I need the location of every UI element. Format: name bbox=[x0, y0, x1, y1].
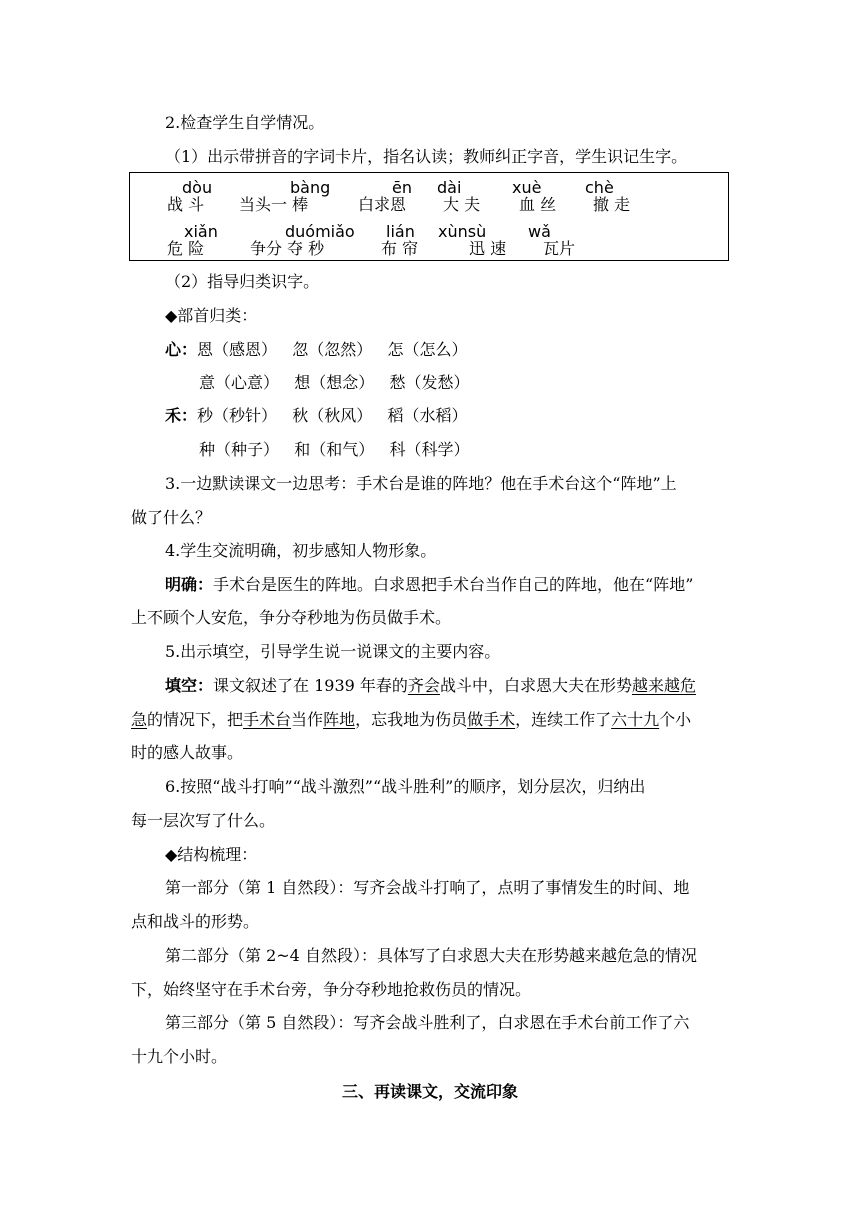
fill-text: ，连续工作了 bbox=[515, 710, 612, 729]
fill-blank-hours: 六十九 bbox=[611, 710, 660, 729]
fill-text: 当作 bbox=[291, 710, 324, 729]
word: 争分 夺 秒 bbox=[250, 239, 325, 258]
structure-title: ◆结构梳理： bbox=[165, 845, 258, 864]
pinyin: ēn bbox=[392, 178, 412, 197]
word: 大 夫 bbox=[443, 195, 481, 214]
part-2-line-2: 下，始终坚守在手术台旁，争分夺秒地抢救伤员的情况。 bbox=[131, 980, 532, 999]
radical-xin-label: 心： bbox=[165, 340, 198, 359]
part-2-line-1: 第二部分（第 2~4 自然段）：具体写了白求恩大夫在形势越来越危急的情况 bbox=[165, 946, 697, 965]
word: 撤 走 bbox=[593, 195, 631, 214]
word: 血 丝 bbox=[519, 195, 557, 214]
section-3-line-2: 做了什么？ bbox=[131, 508, 212, 527]
fill-text: ，忘我地为伤员 bbox=[355, 710, 468, 729]
part-1-line-1: 第一部分（第 1 自然段）：写齐会战斗打响了，点明了事情发生的时间、地 bbox=[165, 878, 690, 897]
word: 战 斗 bbox=[167, 195, 205, 214]
word: 布 帘 bbox=[381, 239, 419, 258]
clarify-line-2: 上不顾个人安危，争分夺秒地为伤员做手术。 bbox=[131, 608, 452, 627]
radical-xin-row-1 bbox=[165, 340, 468, 360]
part-1-line-2: 点和战斗的形势。 bbox=[131, 912, 260, 931]
section-6-line-1: 6.按照“战斗打响”“战斗激烈”“战斗胜利”的顺序，划分层次，归纳出 bbox=[165, 777, 646, 796]
clarify-label: 明确： bbox=[165, 575, 214, 594]
pinyin: lián bbox=[386, 222, 415, 241]
fill-text: 的情况下，把 bbox=[147, 710, 244, 729]
fill-text: 个小 bbox=[659, 710, 692, 729]
fill-text: 课文叙述了在 1939 年春的 bbox=[213, 676, 408, 695]
pinyin: dòu bbox=[182, 178, 213, 197]
radical-xin-chars-1: 恩（感恩） 忽（忽然） 怎（怎么） bbox=[197, 340, 468, 359]
word: 白求恩 bbox=[358, 195, 407, 214]
pinyin: chè bbox=[585, 178, 614, 197]
section-heading-3: 三、再读课文，交流印象 bbox=[341, 1082, 518, 1101]
section-2-2: （2）指导归类识字。 bbox=[165, 272, 320, 291]
pinyin: xuè bbox=[512, 178, 542, 197]
pinyin: xiǎn bbox=[184, 222, 218, 241]
fill-line-1 bbox=[165, 676, 696, 696]
fill-line-2 bbox=[131, 710, 691, 730]
radical-he-row-2: 种（种子） 和（和气） 科（科学） bbox=[199, 440, 470, 459]
fill-line-3: 时的感人故事。 bbox=[131, 743, 244, 762]
fill-blank-situation-end: 急 bbox=[131, 710, 148, 729]
section-6-line-2: 每一层次写了什么。 bbox=[131, 811, 276, 830]
fill-blank-action: 做手术 bbox=[467, 710, 516, 729]
word: 迅 速 bbox=[469, 239, 507, 258]
section-2-title: 2.检查学生自学情况。 bbox=[165, 113, 325, 132]
pinyin: wǎ bbox=[528, 222, 551, 241]
section-2-1: （1）出示带拼音的字词卡片，指名认读；教师纠正字音，学生识记生字。 bbox=[165, 147, 688, 166]
fill-label: 填空： bbox=[165, 676, 214, 695]
part-3-line-1: 第三部分（第 5 自然段）：写齐会战斗胜利了，白求恩在手术台前工作了六 bbox=[165, 1013, 690, 1032]
pinyin: bàng bbox=[290, 178, 331, 197]
pinyin: xùnsù bbox=[438, 222, 487, 241]
word-card-box bbox=[129, 172, 729, 261]
fill-blank-position: 阵地 bbox=[323, 710, 356, 729]
fill-blank-place: 齐会 bbox=[407, 676, 440, 695]
section-5: 5.出示填空，引导学生说一说课文的主要内容。 bbox=[165, 642, 501, 661]
fill-text: 战斗中，白求恩大夫在形势 bbox=[439, 676, 632, 695]
radical-title: ◆部首归类： bbox=[165, 306, 258, 325]
radical-he-label: 禾： bbox=[165, 406, 198, 425]
part-3-line-2: 十九个小时。 bbox=[131, 1047, 228, 1066]
radical-he-chars-1: 秒（秒针） 秋（秋风） 稻（水稻） bbox=[197, 406, 468, 425]
word: 当头一 棒 bbox=[239, 195, 309, 214]
radical-xin-row-2: 意（心意） 想（想念） 愁（发愁） bbox=[199, 373, 470, 392]
pinyin: dài bbox=[437, 178, 462, 197]
section-3-line-1: 3.一边默读课文一边思考：手术台是谁的阵地？他在手术台这个“阵地”上 bbox=[165, 474, 677, 493]
clarify-line-1 bbox=[165, 575, 693, 595]
pinyin: duómiǎo bbox=[285, 222, 355, 241]
word: 瓦片 bbox=[543, 239, 576, 258]
section-4: 4.学生交流明确，初步感知人物形象。 bbox=[165, 541, 437, 560]
radical-he-row-1 bbox=[165, 406, 468, 426]
clarify-text-1: 手术台是医生的阵地。白求恩把手术台当作自己的阵地，他在“阵地” bbox=[213, 575, 694, 594]
fill-blank-situation: 越来越危 bbox=[631, 676, 696, 695]
word: 危 险 bbox=[167, 239, 205, 258]
fill-blank-table: 手术台 bbox=[243, 710, 292, 729]
